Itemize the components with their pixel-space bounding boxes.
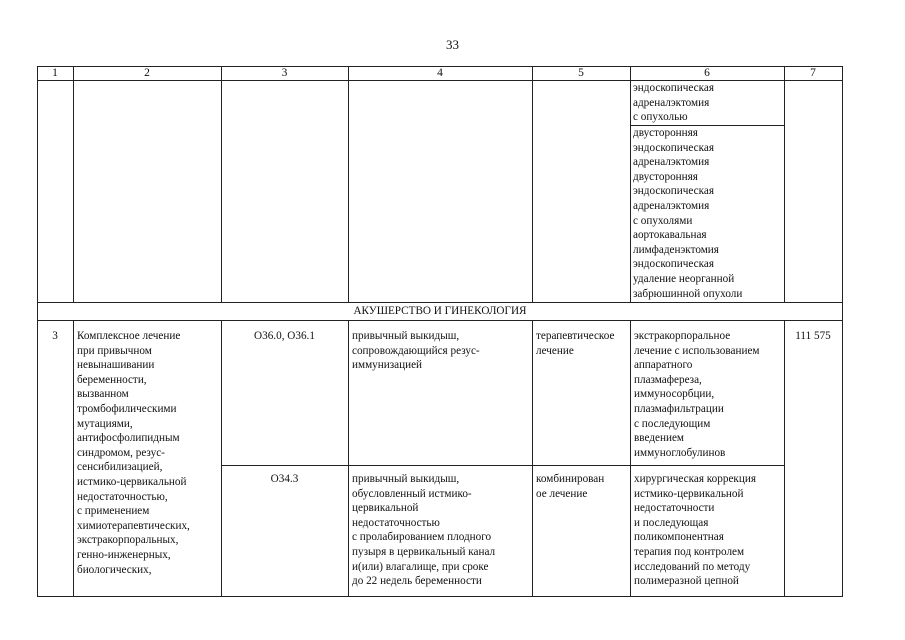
header-col-6: 6 bbox=[704, 67, 710, 79]
header-col-7: 7 bbox=[810, 67, 816, 79]
rule-section-bottom bbox=[37, 320, 843, 321]
rule-r3-c3 bbox=[348, 320, 349, 596]
rule-right bbox=[842, 66, 843, 596]
rule-c6 bbox=[784, 66, 785, 302]
row-number: 3 bbox=[52, 330, 58, 342]
continuation-method-b: двусторонняя эндоскопическая адреналэктомия двусторонняя эндоскопическая адреналэктомия с опухолями аортокавальная лимфаденэктомия эндоскопическая удаление неорганной забрюшинной опухоли bbox=[633, 127, 743, 300]
rule-r3-c5 bbox=[630, 320, 631, 596]
page-number: 33 bbox=[446, 37, 459, 52]
header-col-3: 3 bbox=[281, 67, 288, 79]
section-title: АКУШЕРСТВО И ГИНЕКОЛОГИЯ bbox=[353, 305, 527, 317]
treatment-method-2: хирургическая коррекция истмико-цервикальной недостаточности и последующая поликомпонентная терапия под контролем исследований по методу полимеразной цепной bbox=[634, 473, 756, 588]
rule-c4 bbox=[532, 66, 533, 302]
rule-c5 bbox=[630, 66, 631, 302]
icd-codes-1: O36.0, O36.1 bbox=[254, 330, 315, 342]
rule-header-bottom bbox=[37, 80, 843, 81]
continuation-method-a: эндоскопическая адреналэктомия с опухолью bbox=[633, 82, 714, 124]
treatment-name: Комплексное лечение при привычном невынашивании беременности, вызванном тромбофилическими мутациями, антифосфолипидным синдромом, резус- сенсибилизацией, истмико-цервикальной недостаточностью, с применением химиотерапевтических, экстракорпоральных, генно-инженерных, биологических, bbox=[77, 330, 190, 576]
rule-section-top bbox=[37, 302, 843, 303]
rule-c2 bbox=[221, 66, 222, 302]
rule-r3-c4 bbox=[532, 320, 533, 596]
header-col-5: 5 bbox=[578, 67, 584, 79]
rule-r3-c1 bbox=[73, 320, 74, 596]
treatment-type-1: терапевтическое лечение bbox=[536, 330, 615, 357]
rule-r3-c2 bbox=[221, 320, 222, 596]
treatment-type-2: комбинирован ое лечение bbox=[536, 473, 605, 500]
rule-c3 bbox=[348, 66, 349, 302]
price: 111 575 bbox=[795, 330, 831, 342]
rule-bottom bbox=[37, 596, 843, 597]
header-col-1: 1 bbox=[52, 67, 58, 79]
header-col-2: 2 bbox=[144, 67, 150, 79]
icd-codes-2: O34.3 bbox=[270, 473, 299, 485]
header-col-4: 4 bbox=[437, 67, 443, 79]
patient-model-2: привычный выкидыш, обусловленный истмико- цервикальной недостаточностью с пролабированием плодного пузыря в цервикальный канал и(или) влагалище, при сроке до 22 недель беременности bbox=[352, 473, 496, 588]
patient-model-1: привычный выкидыш, сопровождающийся резус- иммунизацией bbox=[352, 330, 480, 372]
rule-c1 bbox=[73, 66, 74, 302]
rule-r3-c6 bbox=[784, 320, 785, 596]
treatment-method-1: экстракорпоральное лечение с использованием аппаратного плазмафереза, иммуносорбции, плазмафильтрации с последующим введением иммуноглобулинов bbox=[634, 330, 760, 459]
rule-subrow-split bbox=[221, 465, 785, 466]
